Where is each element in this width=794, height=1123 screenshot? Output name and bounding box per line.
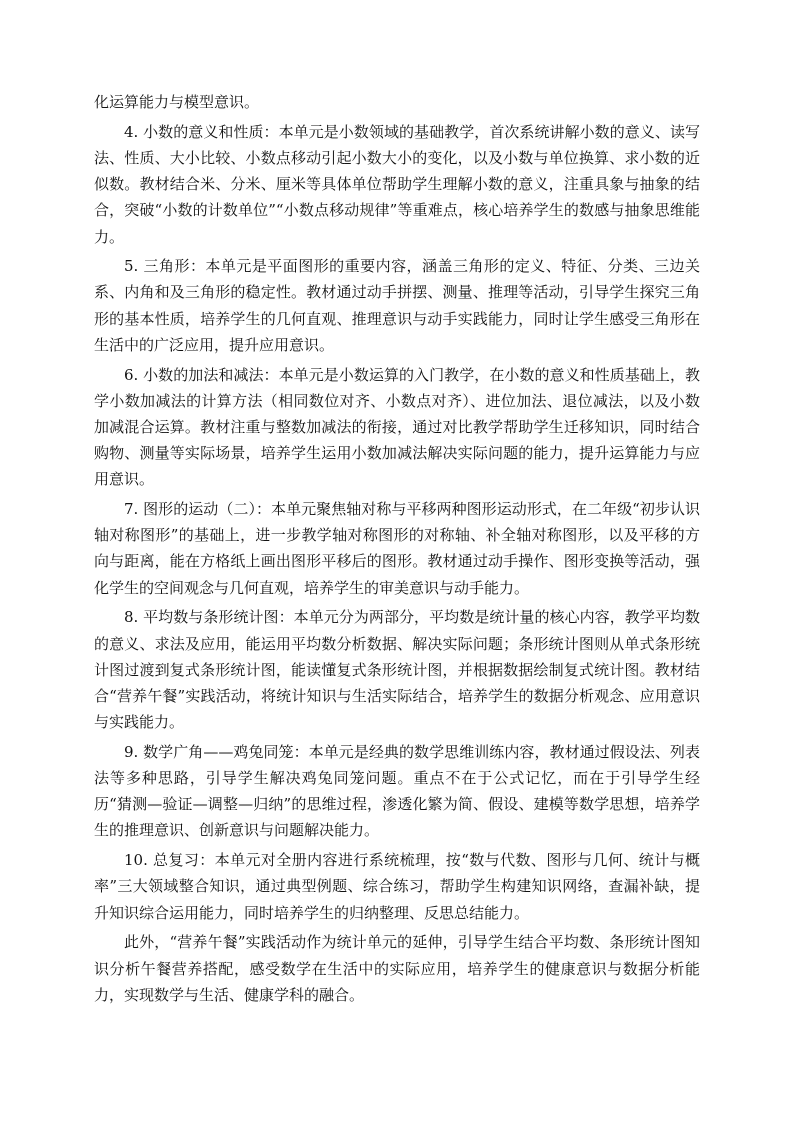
paragraph-unit-6-decimal-addition-subtraction: 6. 小数的加法和减法：本单元是小数运算的入门教学，在小数的意义和性质基础上，教学小数加减法的计算方法（相同数位对齐、小数点对齐）、进位加法、退位减法，以及小数加减混合运算。教材注重与整数加减法的衔接，通过对比教学帮助学生迁移知识，同时结合购物、测量等实际场景，培养学生运用小数加减法解决实际问题的能力，提升运算能力与应用意识。 <box>94 365 700 489</box>
paragraph-unit-7-shape-motion: 7. 图形的运动（二）：本单元聚焦轴对称与平移两种图形运动形式，在二年级“初步认识轴对称图形”的基础上，进一步教学轴对称图形的对称轴、补全轴对称图形，以及平移的方向与距离，能在方格纸上画出图形平移后的图形。教材通过动手操作、图形变换等活动，强化学生的空间观念与几何直观，培养学生的审美意识与动手能力。 <box>94 500 700 597</box>
document-page <box>94 89 700 1011</box>
paragraph-unit-5-triangles: 5. 三角形：本单元是平面图形的重要内容，涵盖三角形的定义、特征、分类、三边关系、内角和及三角形的稳定性。教材通过动手拼摆、测量、推理等活动，引导学生探究三角形的基本性质，培养学生的几何直观、推理意识与动手实践能力，同时让学生感受三角形在生活中的广泛应用，提升应用意识。 <box>94 257 700 354</box>
paragraph-unit-8-average-bar-chart: 8. 平均数与条形统计图：本单元分为两部分，平均数是统计量的核心内容，教学平均数的意义、求法及应用，能运用平均数分析数据、解决实际问题；条形统计图则从单式条形统计图过渡到复式条形统计图，能读懂复式条形统计图，并根据数据绘制复式统计图。教材结合“营养午餐”实践活动，将统计知识与生活实际结合，培养学生的数据分析观念、应用意识与实践能力。 <box>94 608 700 732</box>
paragraph-unit-4-decimals-meaning: 4. 小数的意义和性质：本单元是小数领域的基础教学，首次系统讲解小数的意义、读写法、性质、大小比较、小数点移动引起小数大小的变化，以及小数与单位换算、求小数的近似数。教材结合米、分米、厘米等具体单位帮助学生理解小数的意义，注重具象与抽象的结合，突破“小数的计数单位”“小数点移动规律”等重难点，核心培养学生的数感与抽象思维能力。 <box>94 122 700 246</box>
paragraph-continuation: 化运算能力与模型意识。 <box>94 93 260 111</box>
paragraph-unit-9-chicken-rabbit: 9. 数学广角——鸡兔同笼：本单元是经典的数学思维训练内容，教材通过假设法、列表法等多种思路，引导学生解决鸡兔同笼问题。重点不在于公式记忆，而在于引导学生经历“猜测—验证—调整—归纳”的思维过程，渗透化繁为简、假设、建模等数学思想，培养学生的推理意识、创新意识与问题解决能力。 <box>94 742 700 840</box>
paragraph-unit-10-review: 10. 总复习：本单元对全册内容进行系统梳理，按“数与代数、图形与几何、统计与概率”三大领域整合知识，通过典型例题、综合练习，帮助学生构建知识网络，查漏补缺，提升知识综合运用能力，同时培养学生的归纳整理、反思总结能力。 <box>94 851 700 922</box>
paragraph-nutrition-lunch-activity: 此外，“营养午餐”实践活动作为统计单元的延伸，引导学生结合平均数、条形统计图知识分析午餐营养搭配，感受数学在生活中的实际应用，培养学生的健康意识与数据分析能力，实现数学与生活、健康学科的融合。 <box>94 933 700 1004</box>
